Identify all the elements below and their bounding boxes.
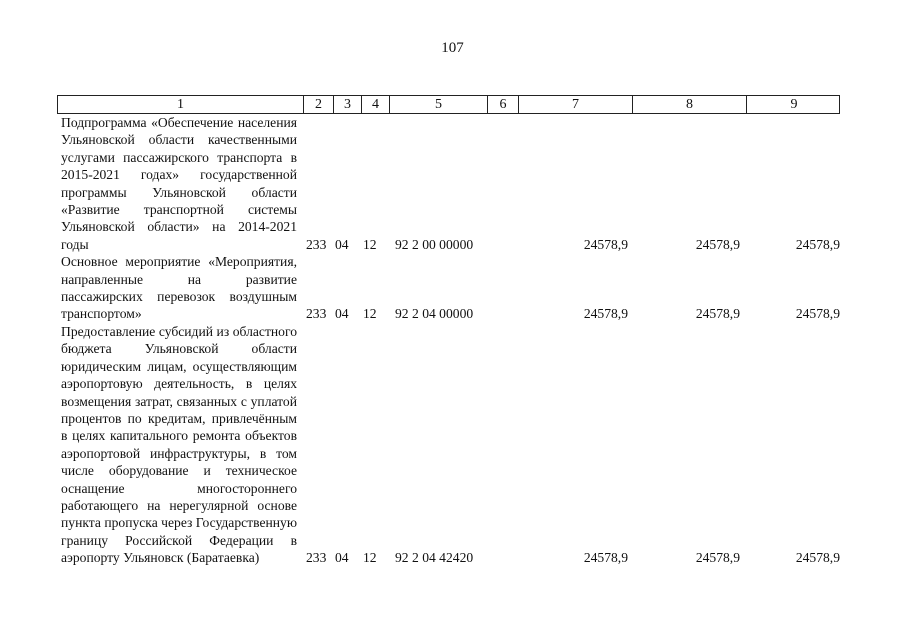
cell-amount-7: 24578,9: [583, 236, 628, 252]
column-header: 3: [334, 96, 362, 113]
cell-target-article: 92 2 00 00000: [395, 236, 474, 252]
row-name: Основное мероприятие «Мероприятия, направленные на развитие пассажирских перевозок воздушным транспортом»: [61, 254, 297, 322]
cell-section: 04: [335, 550, 349, 566]
cell-section: 04: [335, 236, 349, 252]
table-row: [57, 323, 840, 567]
cell-target-article: 92 2 04 00000: [395, 306, 474, 322]
cell-target-article: 92 2 04 42420: [395, 550, 474, 566]
column-header: 7: [519, 96, 633, 113]
table-row: [57, 253, 840, 323]
cell-amount-9: 24578,9: [795, 550, 840, 566]
column-header: 6: [488, 96, 519, 113]
page-number: 107: [441, 40, 464, 56]
column-header: 8: [633, 96, 747, 113]
row-name: Предоставление субсидий из областного бюджета Ульяновской области юридическим лицам, осуществляющим аэропортовую деятельность, в целях возмещения затрат, связанных с уплатой процентов по кредитам, привлечённым в целях капитального ремонта объектов аэропортовой инфраструктуры, в том числе оборудование и техническое оснащение многостороннего работающего на нерегулярной основе пункта пропуска через Государственную границу Российской Федерации в аэропорту Ульяновск (Баратаевка): [61, 323, 297, 566]
row-name: Подпрограмма «Обеспечение населения Ульяновской области качественными услугами пассажирского транспорта в 2015-2021 годах» государственной программы Ульяновской области «Развитие транспортной системы Ульяновской области» на 2014-2021 годы: [61, 115, 297, 252]
column-header: 1: [58, 96, 304, 113]
cell-department-code: 233: [306, 236, 327, 252]
cell-section: 04: [335, 306, 349, 322]
cell-amount-9: 24578,9: [795, 236, 840, 252]
column-header: 9: [790, 97, 798, 112]
cell-amount-7: 24578,9: [583, 550, 628, 566]
column-header: 4: [362, 96, 390, 113]
cell-subsection: 12: [363, 306, 377, 322]
cell-department-code: 233: [306, 306, 327, 322]
budget-table: [57, 95, 840, 567]
cell-amount-8: 24578,9: [695, 550, 740, 566]
cell-amount-8: 24578,9: [695, 306, 740, 322]
cell-amount-8: 24578,9: [695, 236, 740, 252]
cell-department-code: 233: [306, 550, 327, 566]
cell-amount-7: 24578,9: [583, 306, 628, 322]
cell-amount-9: 24578,9: [795, 306, 840, 322]
column-header: 2: [304, 96, 334, 113]
column-number-header: [57, 95, 840, 114]
table-row: [57, 114, 840, 253]
cell-subsection: 12: [363, 550, 377, 566]
cell-subsection: 12: [363, 236, 377, 252]
column-header: 5: [390, 96, 488, 113]
